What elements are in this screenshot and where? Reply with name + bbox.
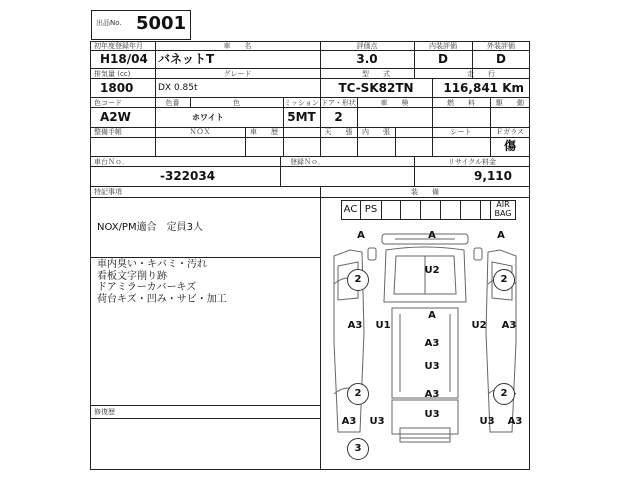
interior-top-label: 内 張 [362,128,390,136]
mark-a3-right: A3 [501,320,517,331]
mileage-label: 走 行 [467,70,495,78]
fglass-label: Ｆガラス [496,128,524,136]
mark-u3-rear: U3 [424,409,440,420]
grade-label: グレード [223,70,252,78]
lot-header-box [91,10,191,40]
history-label: 車 歴 [250,128,278,136]
seat-label: シート [450,128,472,136]
color-label: 色 [233,99,240,107]
mileage-value: 116,841 Km [443,81,524,95]
mark-a3-bed2: A3 [424,389,440,400]
mark-2-right-front: 2 [493,269,515,291]
nox-label: ＮＯＸ [189,128,211,136]
mark-2-left-rear: 2 [347,383,369,405]
mark-3-bottom: 3 [347,438,369,460]
equipment-label: 装 備 [411,188,439,196]
chassis-no-label: 車台Ｎｏ． [94,158,129,166]
mark-2-right-rear: 2 [493,383,515,405]
drive-label: 駆 動 [496,99,524,107]
color-code-value: A2W [100,110,131,124]
interior-value: D [438,52,448,66]
mark-u1-left: U1 [375,320,391,331]
grade-value: DX 0.85t [158,83,198,93]
reg-no-label: 登録Ｎｏ． [290,158,325,166]
score-value: 3.0 [356,52,378,66]
remarks-label: 特記事項 [94,188,122,196]
mark-u3-bottom-right: U3 [479,416,495,427]
mark-2-left-front: 2 [347,269,369,291]
recycle-value: 9,110 [474,169,512,183]
mark-a3-bottom-right: A3 [507,416,523,427]
score-label: 評価点 [356,42,378,50]
recycle-label: リサイクル料金 [447,158,497,166]
mark-a3-left: A3 [347,320,363,331]
roof-label: 天 張 [324,128,353,136]
chassis-no-value: -322034 [160,169,216,183]
car-name-label: 車 名 [223,42,252,50]
repair-label: 修復歴 [94,408,115,416]
car-name-value: バネットT [158,52,215,66]
mark-u3-bed: U3 [424,361,440,372]
color-no-label: 色番 [165,99,180,107]
mission-value: 5MT [287,110,316,124]
doors-shape-label: ドア・形状 [321,99,356,107]
remarks-line1: NOX/PM適合 定員3人 [97,222,203,233]
mark-a-center-top: A [428,230,436,241]
lot-number: 5001 [136,13,187,34]
interior-label: 内装評価 [429,42,457,50]
exterior-value: D [496,52,506,66]
mission-label: ミッション [284,99,319,107]
model-value: TC-SK82TN [338,81,414,95]
first-reg-value: H18/04 [100,52,148,66]
mark-u3-bottom-left: U3 [369,416,385,427]
first-reg-label: 初年度登録年月 [94,42,143,50]
mark-a-left-top: A [357,230,365,241]
mark-a-center: A [428,310,436,321]
color-value: ホワイト [192,113,224,122]
fuel-label: 燃 料 [447,99,475,107]
equip-airbag: AIR BAG [494,200,512,218]
equip-ps: PS [364,204,378,215]
maintenance-label: 整備手帳 [94,128,122,136]
fglass-value: 傷 [503,139,516,153]
remarks-line2: 車内臭い・キバミ・汚れ 看板文字削り跡 ドアミラーカバーキズ 荷台キズ・凹み・サビ・加工 [97,259,227,305]
equip-ac: AC [343,204,358,215]
displacement-label: 排気量 (cc) [94,70,131,78]
displacement-value: 1800 [100,81,134,95]
mark-u2-top: U2 [424,265,440,276]
doors-value: 2 [334,110,343,124]
inspection-label: 車 検 [380,99,409,107]
color-code-label: 色コード [94,99,122,107]
lot-label: 出品No. [96,19,122,27]
mark-a3-bed1: A3 [424,338,440,349]
mark-u2-right: U2 [471,320,487,331]
exterior-label: 外装評価 [487,42,515,50]
model-label: 型 式 [362,70,390,78]
mark-a3-bottom-left: A3 [341,416,357,427]
mark-a-right-top: A [497,230,505,241]
